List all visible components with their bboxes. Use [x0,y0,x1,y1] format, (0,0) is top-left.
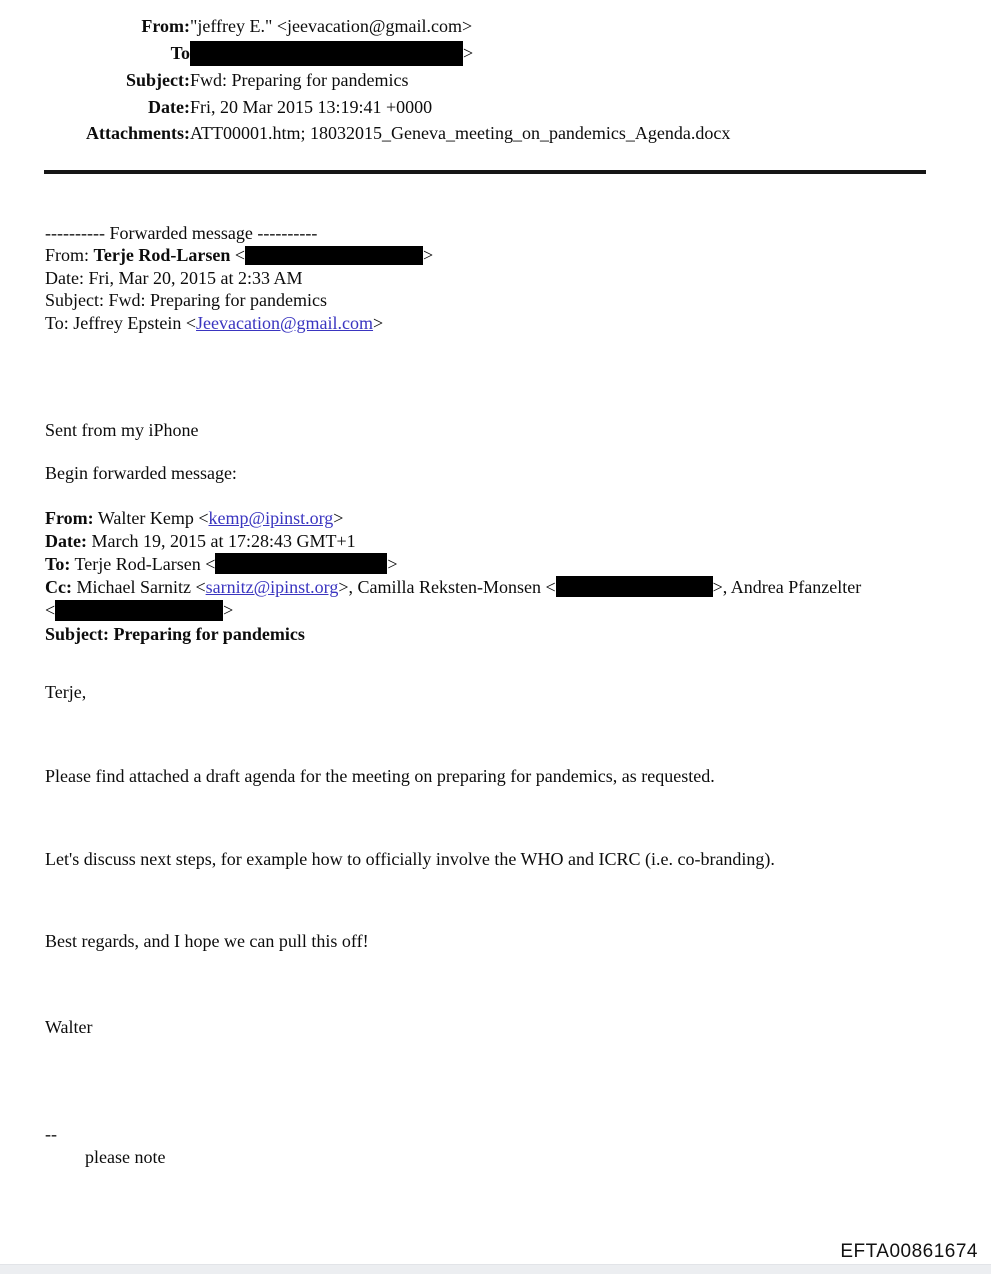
fwd1-from-line [45,244,433,266]
sent-from-iphone-line: Sent from my iPhone [45,420,199,440]
attachments-label: Attachments: [86,123,190,144]
fwd2-to-line [45,553,861,576]
fwd2-cc-value2: >, Camilla Reksten-Monsen < [338,576,556,597]
header-row-subject [40,67,730,94]
fwd1-angle-open: < [230,245,245,266]
fwd1-date-line: Date: Fri, Mar 20, 2015 at 2:33 AM [45,267,303,288]
fwd2-to-suffix: > [387,553,398,574]
header-divider-rule [44,170,926,174]
fwd1-to-line [45,312,433,334]
header-row-attachments [40,120,730,147]
forwarded-message-header [45,222,433,334]
sarnitz-email-link[interactable]: sarnitz@ipinst.org [205,576,339,597]
fwd2-cc-line2-close: > [223,600,234,621]
redaction-bar [215,553,387,574]
scan-edge-strip [0,1264,991,1274]
fwd2-cc-line [45,576,861,599]
fwd2-date-value: March 19, 2015 at 17:28:43 GMT+1 [86,530,356,551]
inner-forwarded-header [45,507,861,646]
fwd2-to-value: Terje Rod-Larsen < [70,553,216,574]
subject-value: Fwd: Preparing for pandemics [190,69,409,90]
from-label: From: [141,16,190,36]
redaction-bar [55,600,223,621]
header-row-from [40,13,730,40]
fwd2-from-suffix: > [333,508,344,528]
fwd1-subject-line: Subject: Fwd: Preparing for pandemics [45,290,327,311]
fwd2-date-label: Date: [45,530,87,551]
redaction-bar [245,246,423,265]
redaction-bar [190,41,463,66]
fwd2-subject-line: Subject: Preparing for pandemics [45,623,305,644]
to-value [190,40,730,67]
fwd1-from-prefix: From: [45,245,94,266]
body-paragraph-3: Best regards, and I hope we can pull this off! [45,931,369,951]
to-angle-close: > [463,42,474,63]
fwd2-from-line [45,507,861,530]
attachments-value: ATT00001.htm; 18032015_Geneva_meeting_on_pandemics_Agenda.docx [190,123,731,144]
bates-stamp: EFTA00861674 [840,1241,978,1262]
forwarded-message-divider: ---------- Forwarded message ---------- [45,223,318,243]
from-value: "jeffrey E." <jeevacation@gmail.com> [190,16,473,36]
subject-label: Subject: [126,69,190,90]
fwd1-to-suffix: > [373,312,384,333]
fwd2-cc-value1: Michael Sarnitz < [71,576,206,597]
fwd2-to-label: To: [45,553,71,574]
jeevacation-email-link[interactable]: Jeevacation@gmail.com [196,312,374,333]
fwd2-cc-value3: >, Andrea Pfanzelter [712,576,862,597]
body-paragraph-2: Let's discuss next steps, for example how to officially involve the WHO and ICRC (i.e. co-branding). [45,849,775,869]
signature-divider: -- [45,1124,57,1144]
signature: Walter [45,1017,93,1037]
date-value: Fri, 20 Mar 2015 13:19:41 +0000 [190,96,433,117]
kemp-email-link[interactable]: kemp@ipinst.org [208,508,334,528]
fwd2-date-line [45,530,861,553]
email-header [40,13,730,147]
begin-forwarded-line: Begin forwarded message: [45,463,237,483]
fwd2-cc-label: Cc: [45,576,72,597]
redaction-bar [556,576,713,597]
fwd1-to-prefix: To: Jeffrey Epstein < [45,312,197,333]
fwd2-from-label: From: [45,508,94,528]
date-label: Date: [148,96,190,117]
header-row-date [40,94,730,121]
header-row-to [40,40,730,67]
fwd2-cc-line2 [45,599,861,622]
fwd2-cc-line2-open: < [45,600,56,621]
to-label: To [170,42,190,63]
body-paragraph-1: Please find attached a draft agenda for the meeting on preparing for pandemics, as requested. [45,766,715,786]
fwd1-from-name: Terje Rod-Larsen [93,245,231,266]
fwd1-angle-close: > [423,245,434,266]
fwd2-from-value: Walter Kemp < [93,508,209,528]
salutation: Terje, [45,682,87,702]
footer-note: please note [85,1147,166,1167]
